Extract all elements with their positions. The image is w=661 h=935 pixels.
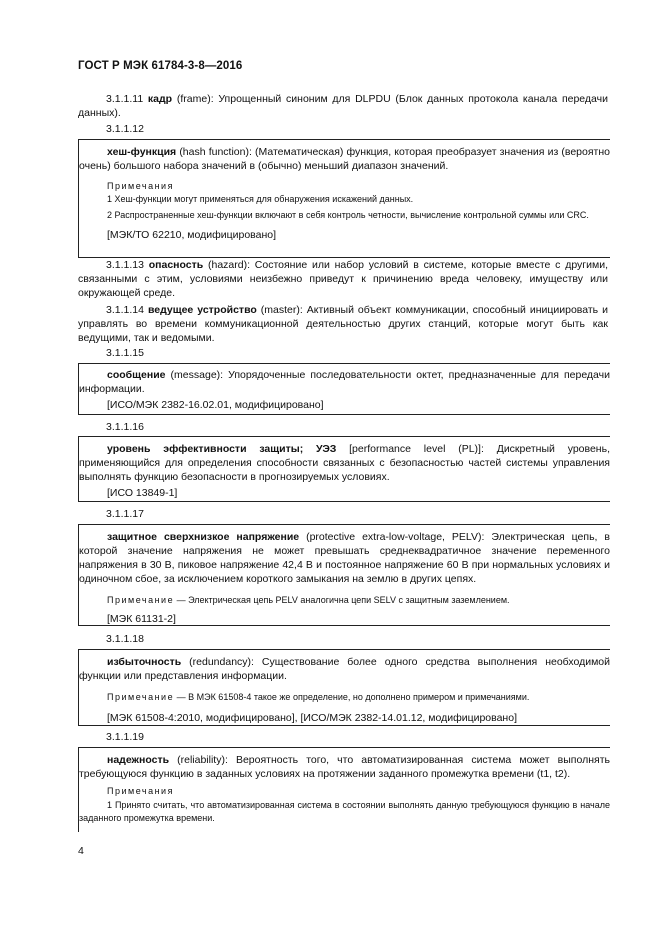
entry-number-3-1-1-19: 3.1.1.19 <box>106 731 144 743</box>
note-1: 1 Принято считать, что автоматизированная система в состоянии выполнять данную требующуюся функцию в начале заданного промежутка времени. <box>79 800 610 823</box>
entry-box-3-1-1-17 <box>78 524 610 626</box>
entry-term: защитное сверхнизкое напряжение <box>107 531 300 543</box>
entry-number-3-1-1-16: 3.1.1.16 <box>106 421 144 433</box>
entry-definition: уровень эффективности защиты; УЭЗ [performance level (PL)]: Дискретный уровень, применяющийся для определения способности связанных с безопасностью частей системы управления выполнять функцию безопасности в прогнозируемых условиях. <box>79 443 610 483</box>
entry-3-1-1-13 <box>78 258 608 300</box>
entry-term: избыточность <box>107 656 182 668</box>
reference: [МЭК 61131-2] <box>107 613 176 625</box>
entry-term: кадр <box>147 93 173 105</box>
note: Примечание — В МЭК 61508-4 такое же определение, но дополнено примером и примечаниями. <box>107 692 530 702</box>
note-label: Примечание <box>107 692 175 702</box>
entry-definition: защитное сверхнизкое напряжение (protective extra-low-voltage, PELV): Электрическая цепь, в которой значение напряжения не может превышать среднеквадратичное значение переменного напряжения в 30 В, пиковое напряжение 42,4 В и постоянное напряжение 60 В при нормальных условиях и одиночном сбое, за исключением короткого замыкания на землю в других цепях. <box>79 531 611 585</box>
entry-definition: (frame): Упрощенный синоним для DLPDU (Блок данных протокола канала передачи данных). <box>78 93 608 119</box>
entry-box-3-1-1-12 <box>78 139 610 258</box>
entry-box-3-1-1-15 <box>78 363 610 415</box>
entry-3-1-1-11 <box>78 92 608 120</box>
entry-definition: надежность (reliability): Вероятность того, что автоматизированная система может выполнять требующуюся функцию в заданных условиях на протяжении заданного промежутка времени (t1, t2). <box>79 754 610 780</box>
note-1: 1 Хеш-функции могут применяться для обнаружения искажений данных. <box>107 194 414 204</box>
entry-3-1-1-14 <box>78 303 608 345</box>
entry-term: сообщение <box>107 369 166 381</box>
document-header: ГОСТ Р МЭК 61784-3-8—2016 <box>78 60 243 72</box>
entry-number-3-1-1-12: 3.1.1.12 <box>106 123 144 135</box>
entry-number: 3.1.1.14 <box>106 304 144 316</box>
note-label: Примечание <box>107 595 175 605</box>
entry-definition: хеш-функция (hash function): (Математическая) функция, которая преобразует значения из (вероятно очень) большого набора значений в (обычно) меньший диапазон значений. <box>79 146 610 172</box>
note: Примечание — Электрическая цепь PELV аналогична цепи SELV с защитным заземлением. <box>107 595 510 605</box>
notes-heading: Примечания <box>107 786 174 796</box>
entry-definition: сообщение (message): Упорядоченные последовательности октет, предназначенные для передачи информации. <box>79 369 610 395</box>
reference: [МЭК/ТО 62210, модифицировано] <box>107 229 277 241</box>
entry-definition: (hazard): Состояние или набор условий в системе, которые вместе с другими, связанными с этим, условиями неизбежно приведут к причинению вреда человеку, имуществу или окружающей среде. <box>78 259 608 299</box>
entry-term: надежность <box>107 754 170 766</box>
entry-box-3-1-1-19 <box>78 747 610 832</box>
entry-number-3-1-1-18: 3.1.1.18 <box>106 633 144 645</box>
reference: [ИСО 13849-1] <box>107 487 178 499</box>
page-number: 4 <box>78 845 84 857</box>
entry-term: опасность <box>148 259 204 271</box>
reference: [ИСО/МЭК 2382-16.02.01, модифицировано] <box>107 399 324 411</box>
note-2: 2 Распространенные хеш-функции включают в себя контроль четности, вычисление контрольной суммы или CRC. <box>107 210 589 220</box>
entry-definition: избыточность (redundancy): Существование более одного средства выполнения необходимой функции или представления информации. <box>79 656 610 682</box>
entry-box-3-1-1-16 <box>78 436 610 502</box>
entry-number-3-1-1-15: 3.1.1.15 <box>106 347 144 359</box>
entry-term: ведущее устройство <box>147 304 257 316</box>
reference: [МЭК 61508-4:2010, модифицировано], [ИСО/МЭК 2382-14.01.12, модифицировано] <box>107 712 517 724</box>
entry-definition: (master): Активный объект коммуникации, способный инициировать и управлять во времени коммуникационной деятельностью других станций, которые могут быть как ведущими, так и ведомыми. <box>78 304 608 344</box>
entry-number: 3.1.1.11 <box>106 93 144 105</box>
entry-number-3-1-1-17: 3.1.1.17 <box>106 508 144 520</box>
notes-heading: Примечания <box>107 181 174 191</box>
entry-term: уровень эффективности защиты; УЭЗ <box>107 443 337 455</box>
entry-box-3-1-1-18 <box>78 649 610 726</box>
entry-term: хеш-функция <box>107 146 177 158</box>
entry-number: 3.1.1.13 <box>106 259 144 271</box>
